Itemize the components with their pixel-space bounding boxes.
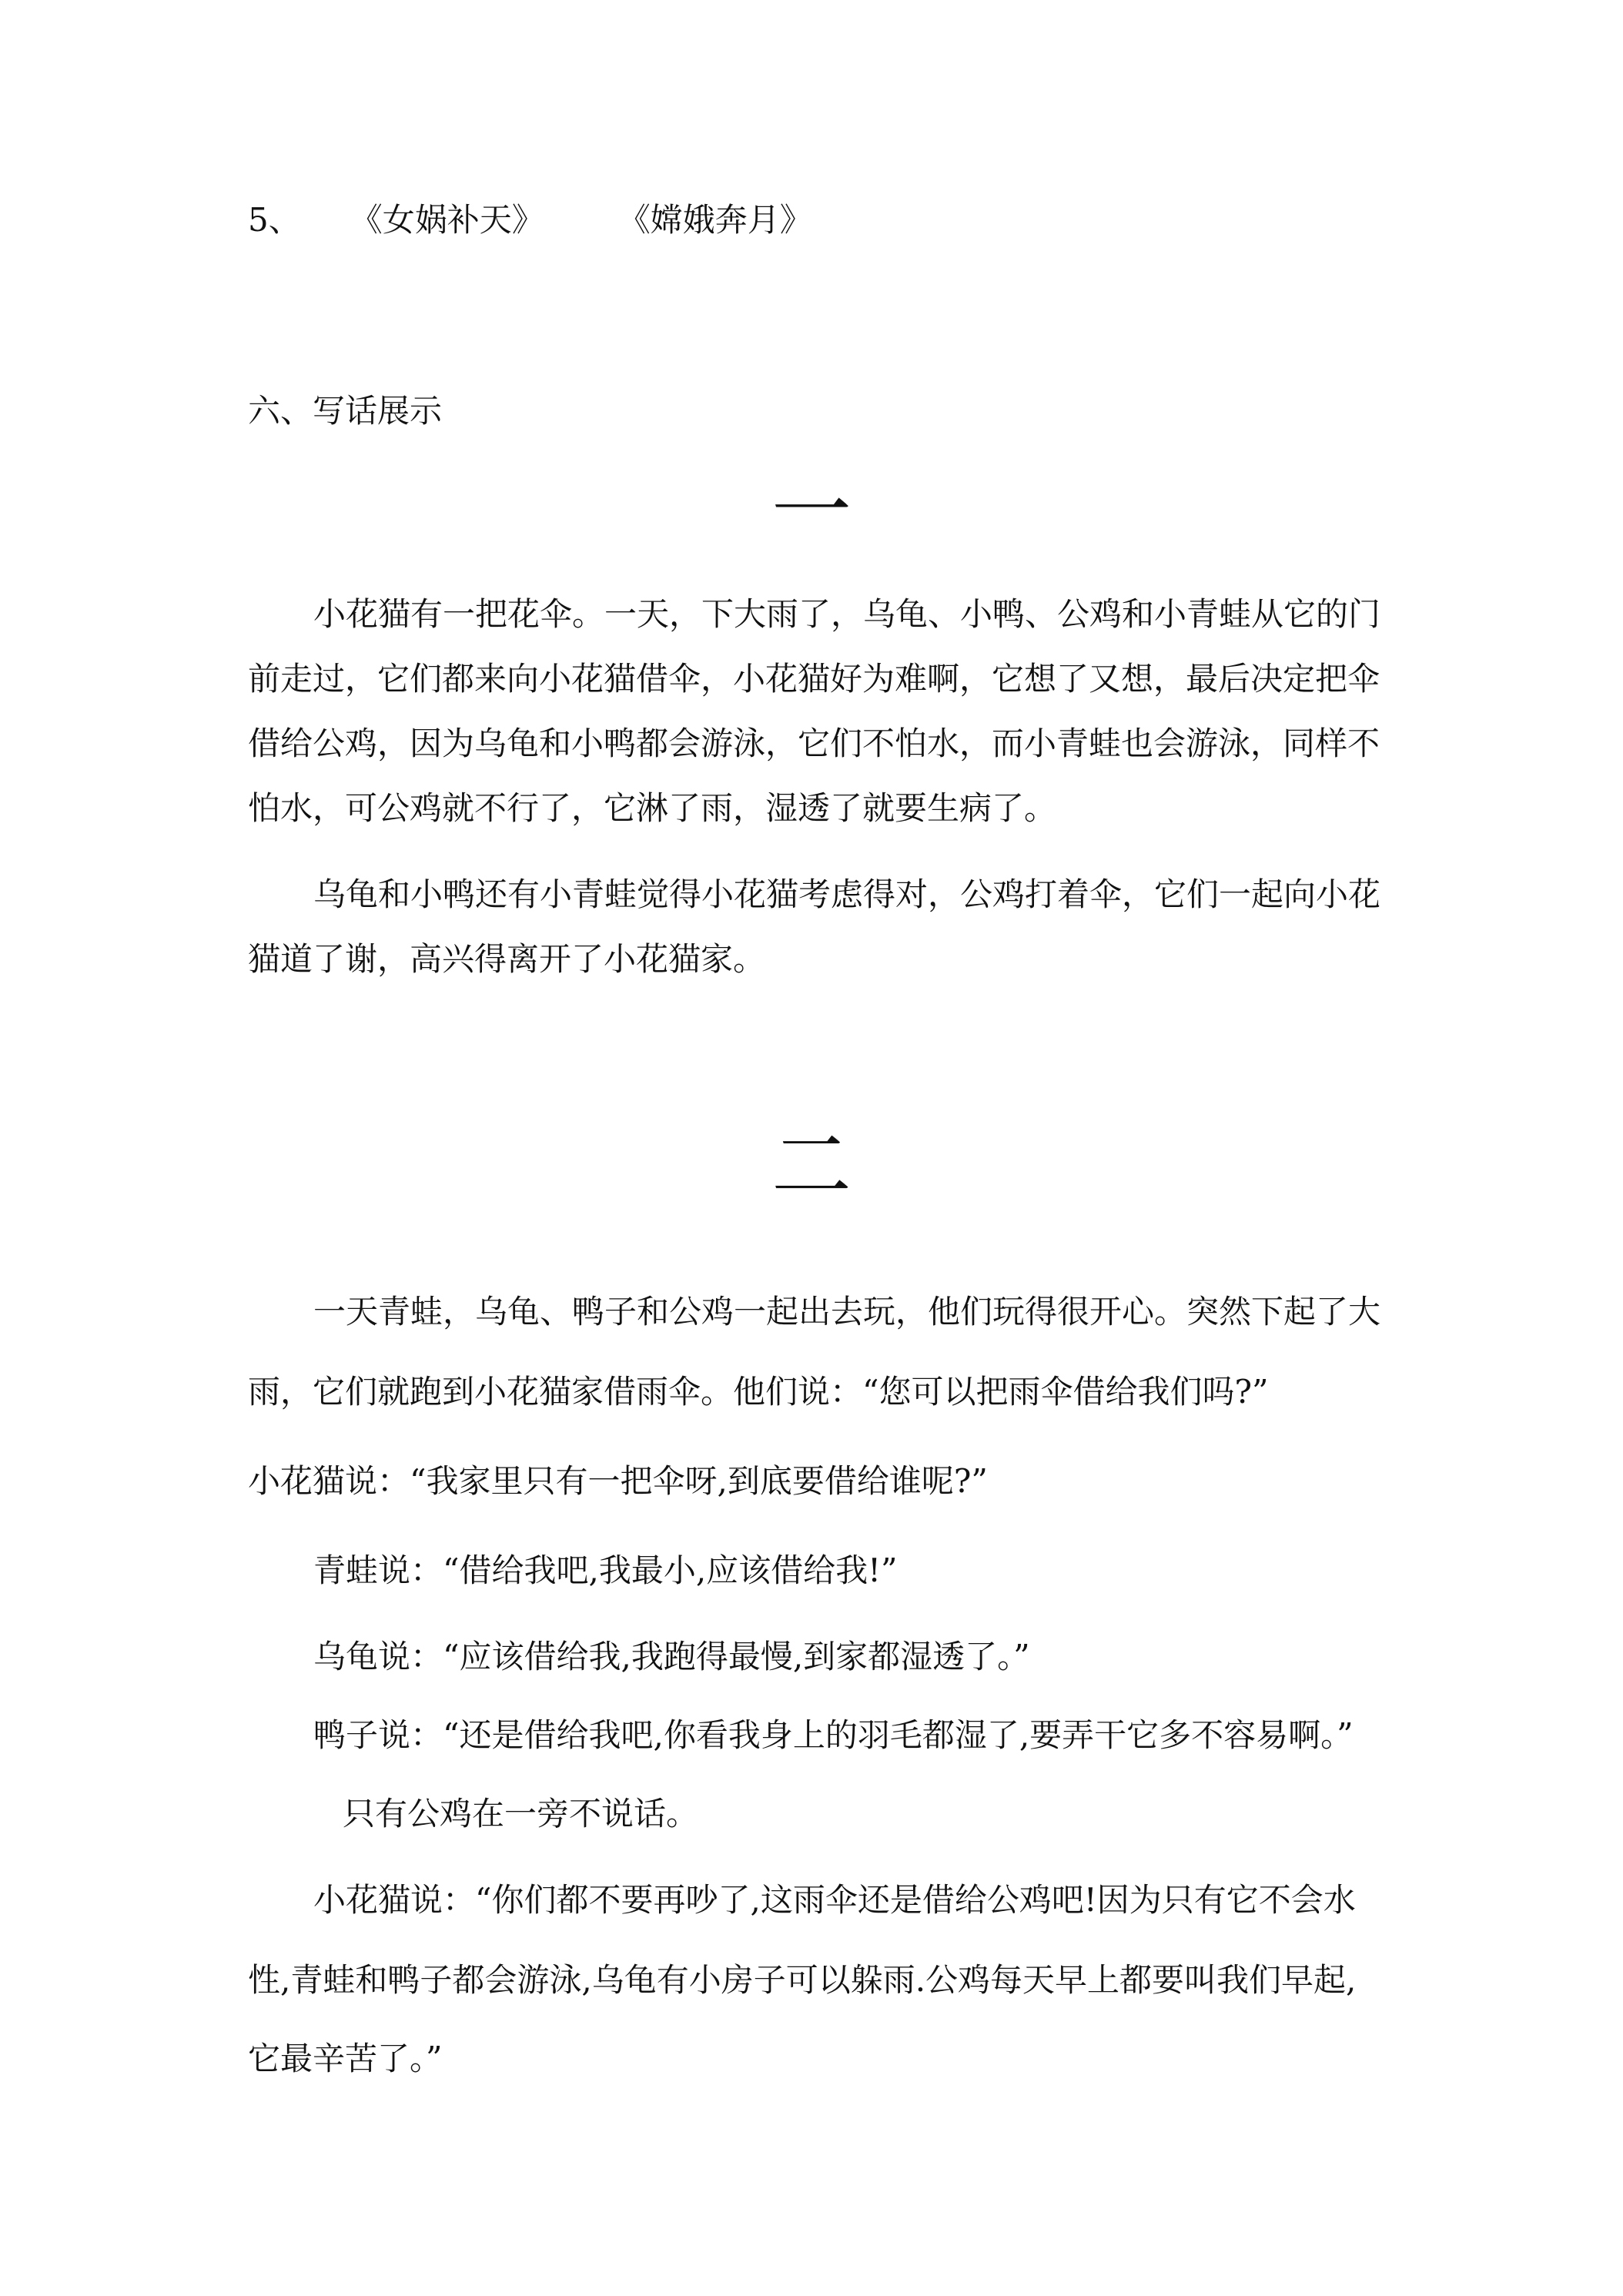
essay-2-line: 雨，它们就跑到小花猫家借雨伞。他们说：“您可以把雨伞借给我们吗?” — [248, 1373, 1269, 1411]
essay-1-line: 小花猫有一把花伞。一天，下大雨了，乌龟、小鸭、公鸡和小青蛙从它的门 — [313, 595, 1381, 633]
essay-2-line: 一天青蛙，乌龟、鸭子和公鸡一起出去玩，他们玩得很开心。突然下起了大 — [313, 1293, 1381, 1330]
essay-2-heading: 二 — [771, 1119, 852, 1213]
item-5-line — [248, 199, 812, 242]
section-title: 六、写话展示 — [248, 392, 443, 430]
essay-2-line: 鸭子说：“还是借给我吧,你看我身上的羽毛都湿了,要弄干它多不容易啊。” — [313, 1716, 1354, 1754]
essay-1-line: 前走过，它们都来向小花猫借伞，小花猫好为难啊，它想了又想，最后决定把伞 — [248, 660, 1380, 698]
essay-2-line: 只有公鸡在一旁不说话。 — [343, 1795, 699, 1832]
book-title-change: 《嫦娥奔月》 — [617, 201, 812, 239]
essay-1-line: 猫道了谢，高兴得离开了小花猫家。 — [248, 940, 766, 978]
essay-1-line: 乌龟和小鸭还有小青蛙觉得小花猫考虑得对，公鸡打着伞，它们一起向小花 — [313, 875, 1381, 913]
essay-2-line: 乌龟说：“应该借给我,我跑得最慢,到家都湿透了。” — [313, 1638, 1030, 1675]
essay-2-line: 性,青蛙和鸭子都会游泳,乌龟有小房子可以躲雨.公鸡每天早上都要叫我们早起, — [248, 1961, 1357, 1999]
item-number: 5、 — [248, 201, 301, 239]
book-title-nuwa: 《女娲补天》 — [350, 201, 544, 239]
essay-2-line: 青蛙说：“借给我吧,我最小,应该借给我!” — [313, 1551, 898, 1589]
essay-2-line: 小花猫说：“我家里只有一把伞呀,到底要借给谁呢?” — [248, 1462, 988, 1500]
essay-1-heading: 一 — [771, 464, 852, 558]
essay-2-line: 小花猫说：“你们都不要再吵了,这雨伞还是借给公鸡吧!因为只有它不会水 — [313, 1881, 1356, 1919]
essay-2-line: 它最辛苦了。” — [248, 2040, 443, 2077]
essay-1-line: 怕水，可公鸡就不行了，它淋了雨，湿透了就要生病了。 — [248, 789, 1057, 827]
essay-1-line: 借给公鸡，因为乌龟和小鸭都会游泳，它们不怕水，而小青蛙也会游泳，同样不 — [248, 725, 1380, 762]
